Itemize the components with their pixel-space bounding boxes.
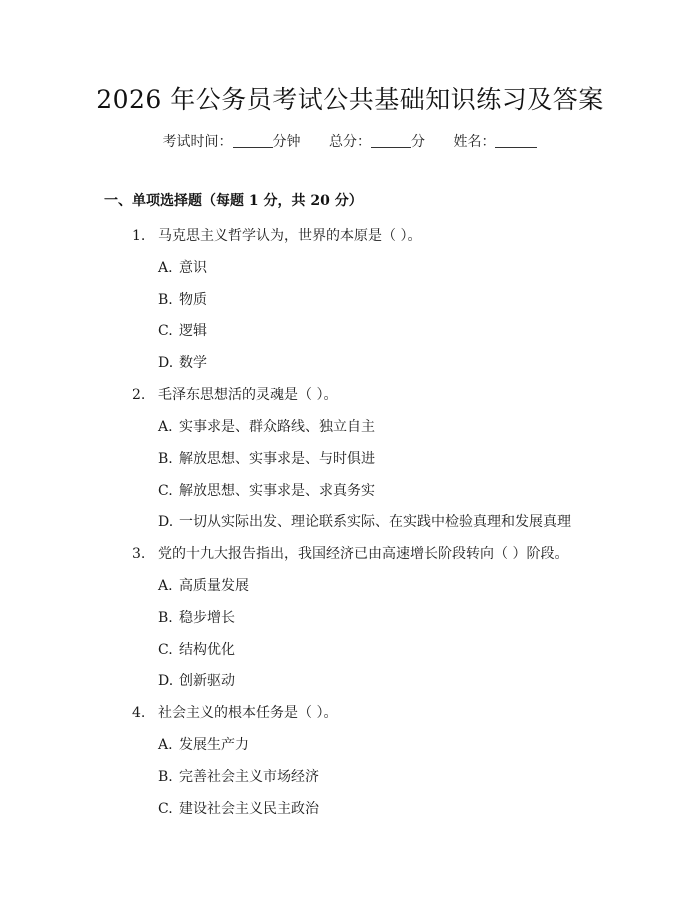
- name-field: [453, 131, 537, 151]
- total-score-field: [329, 131, 425, 151]
- total-score-label: 总分：: [329, 134, 371, 150]
- question-number: 4.: [132, 705, 146, 721]
- name-blank: [495, 133, 537, 148]
- question-text: 党的十九大报告指出，我国经济已由高速增长阶段转向（ ）阶段。: [158, 546, 569, 562]
- question-text: 社会主义的根本任务是（ ）。: [158, 705, 338, 721]
- option-letter: A.: [158, 260, 173, 276]
- question-4-option-a: [158, 734, 249, 754]
- question-4-option-c: [158, 798, 319, 818]
- option-text: 建设社会主义民主政治: [179, 801, 319, 817]
- option-letter: C.: [158, 801, 173, 817]
- option-letter: B.: [158, 451, 173, 467]
- question-1: [132, 225, 421, 245]
- option-text: 解放思想、实事求是、与时俱进: [179, 451, 375, 467]
- option-text: 完善社会主义市场经济: [179, 769, 319, 785]
- option-text: 实事求是、群众路线、独立自主: [179, 419, 375, 435]
- question-1-option-b: [158, 289, 207, 309]
- question-text: 毛泽东思想活的灵魂是（ ）。: [158, 387, 338, 403]
- option-letter: A.: [158, 419, 173, 435]
- option-text: 解放思想、实事求是、求真务实: [179, 483, 375, 499]
- option-letter: A.: [158, 737, 173, 753]
- option-letter: D.: [158, 673, 174, 689]
- option-text: 高质量发展: [179, 578, 249, 594]
- question-4-option-b: [158, 766, 319, 786]
- option-letter: C.: [158, 323, 173, 339]
- name-label: 姓名：: [453, 134, 496, 150]
- question-1-option-d: [158, 352, 207, 372]
- question-text: 马克思主义哲学认为，世界的本原是（ ）。: [158, 228, 422, 244]
- question-2-option-b: [158, 448, 375, 468]
- option-text: 逻辑: [179, 323, 207, 339]
- option-letter: B.: [158, 610, 173, 626]
- question-4: [132, 702, 337, 722]
- option-text: 发展生产力: [179, 737, 249, 753]
- option-letter: D.: [158, 355, 174, 371]
- question-number: 2.: [132, 387, 146, 403]
- total-score-blank: [371, 133, 411, 148]
- question-3-option-b: [158, 607, 235, 627]
- question-2-option-d: [158, 511, 571, 531]
- question-3-option-d: [158, 670, 235, 690]
- page-title: 2026 年公务员考试公共基础知识练习及答案: [96, 85, 604, 114]
- exam-time-label: 考试时间：: [162, 134, 233, 150]
- option-text: 意识: [179, 260, 207, 276]
- option-letter: B.: [158, 292, 173, 308]
- option-letter: C.: [158, 483, 173, 499]
- question-3-option-c: [158, 639, 235, 659]
- question-number: 1.: [132, 228, 146, 244]
- section-heading: 一、单项选择题（每题 1 分，共 20 分）: [104, 193, 363, 209]
- question-3-option-a: [158, 575, 249, 595]
- question-1-option-c: [158, 320, 207, 340]
- option-text: 结构优化: [179, 642, 235, 658]
- option-text: 稳步增长: [179, 610, 235, 626]
- option-letter: C.: [158, 642, 173, 658]
- question-3: [132, 543, 568, 563]
- question-number: 3.: [132, 546, 146, 562]
- exam-time-unit: 分钟: [272, 134, 301, 150]
- exam-meta: [0, 131, 700, 151]
- question-2-option-c: [158, 480, 375, 500]
- option-text: 物质: [179, 292, 207, 308]
- exam-time-blank: [233, 133, 273, 148]
- exam-time-field: [163, 131, 301, 151]
- option-text: 一切从实际出发、理论联系实际、在实践中检验真理和发展真理: [179, 514, 571, 530]
- option-text: 创新驱动: [179, 673, 235, 689]
- question-2: [132, 384, 337, 404]
- option-letter: B.: [158, 769, 173, 785]
- question-2-option-a: [158, 416, 375, 436]
- question-1-option-a: [158, 257, 207, 277]
- option-letter: A.: [158, 578, 173, 594]
- option-letter: D.: [158, 514, 174, 530]
- total-score-unit: 分: [411, 134, 425, 150]
- option-text: 数学: [179, 355, 207, 371]
